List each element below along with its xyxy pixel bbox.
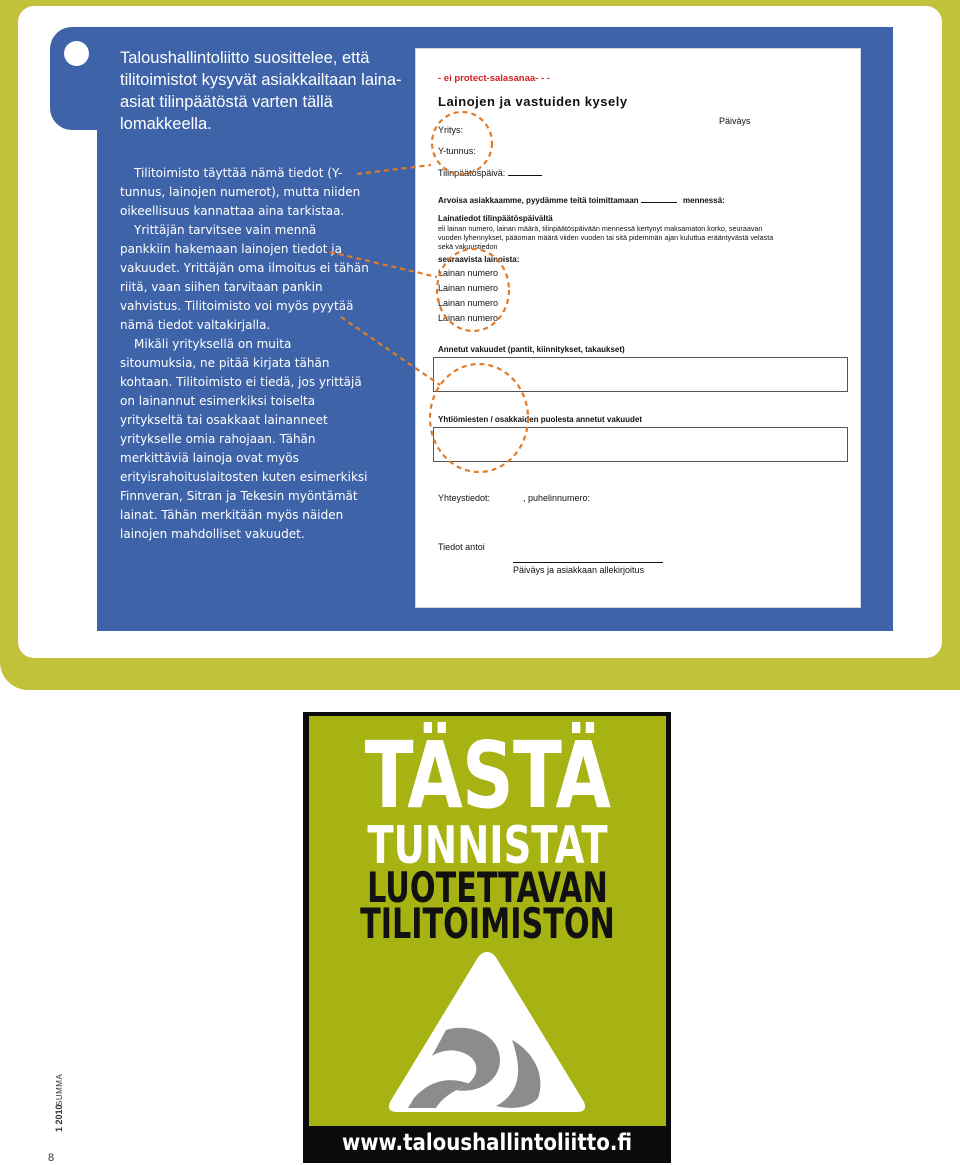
- business-id-label: Y-tunnus:: [438, 146, 476, 156]
- request-text: Arvoisa asiakkaamme, pyydämme teitä toimittamaan: [438, 196, 639, 205]
- following-loans: seuraavista lainoista:: [438, 255, 520, 264]
- page-number: 8: [48, 1152, 55, 1164]
- loan-row: Lainan numero: [438, 283, 499, 293]
- intro-paragraph: Mikäli yrityksellä on muita sitoumuksia, ne pitää kirjata tähän kohtaan. Tilitoimisto ei tiedä, jos yrittäjä on lainannut esimerkiksi toiselta yritykseltä tai osakkaat lainanneet yritykselle omia rahojaan. Tähän merkittäviä lainoja ovat myös erityisrahoituslaitosten kuten esimerkiksi Finnveran, Sitran ja Tekesin myöntämät lainat. Tähän merkitään myös näiden lainojen mahdolliset vakuudet.: [120, 337, 368, 541]
- closing-date-label: Tilinpäätöspäivä:: [438, 168, 506, 178]
- shareholder-input-box[interactable]: [433, 427, 848, 462]
- poster-line-tunnistat: TUNNISTAT: [367, 816, 608, 876]
- poster-line-tasta: TÄSTÄ: [364, 722, 611, 829]
- contact-label: Yhteystiedot:: [438, 493, 491, 503]
- signature-line[interactable]: [513, 562, 663, 563]
- poster-line-luotettavan: LUOTETTAVAN: [367, 863, 608, 912]
- collateral-heading: Annetut vakuudet (pantit, kiinnitykset, takaukset): [438, 345, 625, 354]
- intro-paragraph: Tilitoimisto täyttää nämä tiedot (Y-tunnus, lainojen numerot), mutta niiden oikeellisuus kannattaa aina tarkistaa.: [120, 166, 361, 218]
- form-title: Lainojen ja vastuiden kysely: [438, 94, 628, 109]
- loan-inquiry-form: [415, 48, 861, 608]
- loan-row: Lainan numero: [438, 298, 499, 308]
- loan-description: vuoden lyhennykset, pääoman määrä viiden vuoden tai sitä pidemmän ajan kuluttua erääntyvästä velasta: [438, 233, 774, 242]
- magazine-name: SUMMA: [55, 1073, 64, 1106]
- loan-row: Lainan numero: [438, 313, 499, 323]
- poster-url[interactable]: www.taloushallintoliitto.fi: [341, 1130, 633, 1156]
- intro-body: [120, 164, 370, 544]
- poster-line-tilitoimiston: TILITOIMISTON: [360, 899, 615, 948]
- issue-label: [40, 1072, 100, 1134]
- collateral-input-box[interactable]: [433, 357, 848, 392]
- triangle-logo-icon: [384, 948, 590, 1118]
- given-by-label: Tiedot antoi: [438, 542, 485, 552]
- loan-heading: Lainatiedot tilinpäätöspäivältä: [438, 214, 553, 223]
- issue-number: 1 2010: [54, 1104, 64, 1132]
- signature-label: Päiväys ja asiakkaan allekirjoitus: [513, 565, 645, 575]
- request-deadline: mennessä:: [683, 196, 725, 205]
- company-label: Yritys:: [438, 125, 464, 135]
- shareholder-heading: Yhtiömiesten / osakkaiden puolesta annetut vakuudet: [438, 415, 643, 424]
- closing-date-field[interactable]: [438, 166, 542, 178]
- phone-label: , puhelinnumero:: [523, 493, 591, 503]
- date-label: Päiväys: [719, 116, 751, 126]
- blue-panel-tab: [50, 27, 120, 130]
- intro-paragraph: Yrittäjän tarvitsee vain mennä pankkiin hakemaan lainojen tiedot ja vakuudet. Yrittäjän oma ilmoitus ei tähän riitä, vaan siihen tarvitaan pankin vahvistus. Tilitoimisto voi myös pyytää nämä tiedot valtakirjalla.: [120, 223, 369, 332]
- loan-row: Lainan numero: [438, 268, 499, 278]
- protect-note: - ei protect-salasanaa- - -: [438, 73, 550, 84]
- loan-description: sekä vakuustiedon: [438, 242, 498, 251]
- bullet-circle-icon: [64, 41, 89, 66]
- loan-description: eli lainan numero, lainan määrä, tilinpäätöspäivään mennessä kertynyt maksamaton korko, seuraavan: [438, 224, 763, 233]
- closing-date-blank[interactable]: [508, 166, 542, 176]
- deadline-blank[interactable]: [641, 193, 677, 203]
- request-line: [438, 193, 725, 205]
- intro-headline: Taloushallintoliitto suosittelee, että tilitoimistot kysyvät asiakkailtaan laina-asiat tilinpäätöstä varten tällä lomakkeella.: [120, 49, 402, 133]
